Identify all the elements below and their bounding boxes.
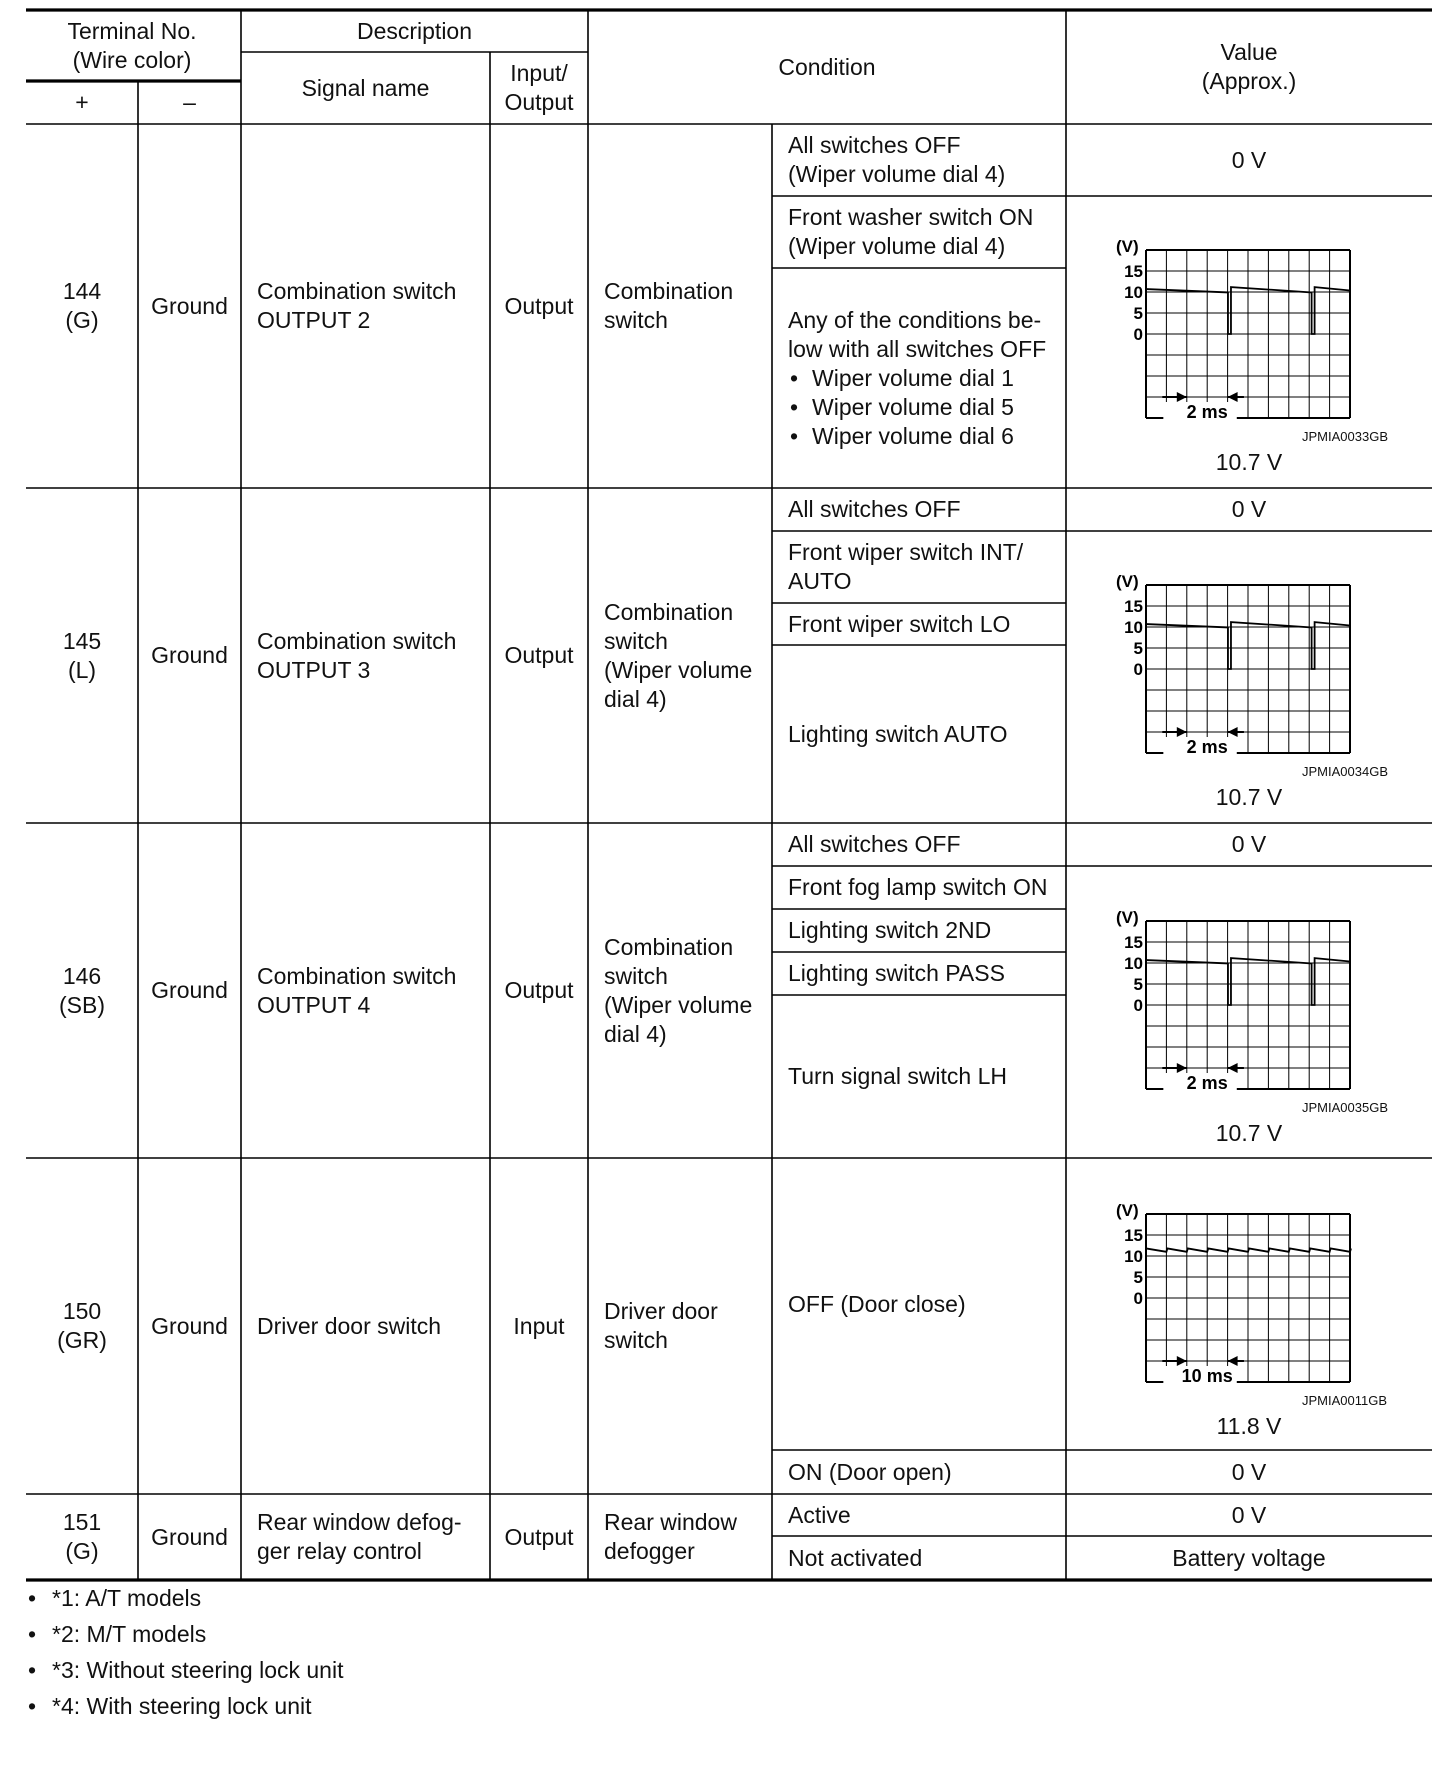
condition-line-2: AUTO xyxy=(788,568,852,594)
row-151-condition-2 xyxy=(772,1536,1066,1580)
condition-line-1: Front wiper switch INT/ xyxy=(788,539,1024,565)
row-150-value-2 xyxy=(1066,1450,1432,1494)
header-description-text: Description xyxy=(356,17,473,44)
row-151-signal xyxy=(241,1494,490,1580)
footnotes xyxy=(28,1580,343,1724)
condition-line-1: Front fog lamp switch ON xyxy=(788,874,1048,900)
row-144-value-1 xyxy=(1066,124,1432,196)
cond-main-line-4: dial 4) xyxy=(604,1020,667,1047)
condition-line-1: All switches OFF xyxy=(788,496,961,522)
row-145-io xyxy=(490,488,588,823)
row-145-condition-4 xyxy=(772,645,1066,823)
signal-trace xyxy=(1146,1248,1351,1251)
row-144-condition-3 xyxy=(772,268,1066,488)
value-text: 0 V xyxy=(1231,496,1267,522)
terminal-number: 150 xyxy=(62,1298,102,1324)
cond-main-line-1: Combination xyxy=(604,278,734,304)
condition-line-2: (Wiper volume dial 4) xyxy=(788,233,1006,259)
cond-main-line-2: defogger xyxy=(604,1538,695,1564)
condition-line-1: Front wiper switch LO xyxy=(788,610,1011,637)
figure-code: JPMIA0034GB xyxy=(1302,764,1388,779)
time-scale-label: 2 ms xyxy=(1186,402,1228,422)
ground-label: Ground xyxy=(151,977,228,1003)
time-scale-label: 2 ms xyxy=(1186,1073,1228,1093)
row-151-condition-main xyxy=(588,1494,772,1580)
row-145-value-1 xyxy=(1066,488,1432,531)
y-tick-label: 10 xyxy=(1124,618,1143,637)
y-tick-label: 15 xyxy=(1124,933,1143,952)
header-signal-name-text: Signal name xyxy=(301,74,430,101)
row-146-signal xyxy=(241,823,490,1158)
header-value-line-1: Value xyxy=(1220,39,1278,65)
condition-line-1: Not activated xyxy=(788,1544,923,1571)
condition-bullet: • Wiper volume dial 6 xyxy=(788,422,1014,451)
figure-code: JPMIA0035GB xyxy=(1302,1100,1388,1115)
row-145-condition-main xyxy=(588,488,772,823)
io-label: Output xyxy=(504,977,574,1003)
condition-lead-line-2: low with all switches OFF xyxy=(788,335,1047,362)
y-tick-label: 5 xyxy=(1133,975,1143,994)
cond-main-line-1: Combination xyxy=(604,933,734,960)
y-tick-label: 5 xyxy=(1133,1268,1143,1287)
y-tick-label: 15 xyxy=(1124,262,1143,281)
header-plus-text: + xyxy=(75,89,89,115)
row-150-condition-2 xyxy=(772,1450,1066,1494)
terminal-number: 145 xyxy=(62,627,102,654)
row-151-condition-1 xyxy=(772,1494,1066,1536)
waveform-146 xyxy=(1108,899,1368,1099)
row-146-condition-4 xyxy=(772,952,1066,995)
y-tick-label: 0 xyxy=(1133,1289,1143,1308)
y-tick-label: 10 xyxy=(1124,283,1143,302)
row-146-io xyxy=(490,823,588,1158)
value-text: Battery voltage xyxy=(1172,1544,1326,1571)
footnote: • *4: With steering lock unit xyxy=(28,1688,343,1724)
condition-bullet: • Wiper volume dial 5 xyxy=(788,393,1014,422)
cond-main-line-2: switch xyxy=(604,627,668,654)
row-151-value-2 xyxy=(1066,1536,1432,1580)
signal-line-1: Rear window defog- xyxy=(257,1509,462,1535)
cond-main-line-3: (Wiper volume xyxy=(604,991,753,1018)
header-value-line-2: (Approx.) xyxy=(1201,68,1297,94)
header-minus xyxy=(138,81,241,124)
header-io-line-1: Input/ xyxy=(510,60,568,86)
io-label: Output xyxy=(504,642,574,668)
row-146-condition-1 xyxy=(772,823,1066,866)
condition-line-1: Front washer switch ON xyxy=(788,204,1034,230)
row-146-condition-2 xyxy=(772,866,1066,909)
signal-line-2: OUTPUT 4 xyxy=(257,991,371,1018)
cond-main-line-3: (Wiper volume xyxy=(604,656,753,683)
header-terminal-line-2: (Wire color) xyxy=(72,46,192,73)
cond-main-line-1: Rear window xyxy=(604,1509,737,1535)
row-144-condition-main xyxy=(588,124,772,488)
value-text: 0 V xyxy=(1231,146,1267,173)
waveform-145 xyxy=(1108,563,1368,763)
row-151-io xyxy=(490,1494,588,1580)
condition-bullet: • Wiper volume dial 1 xyxy=(788,364,1014,393)
row-144-io xyxy=(490,124,588,488)
wire-color: (SB) xyxy=(59,991,105,1018)
waveform-144 xyxy=(1108,228,1368,428)
y-tick-label: 5 xyxy=(1133,304,1143,323)
condition-line-1: Lighting switch 2ND xyxy=(788,917,992,943)
row-144-terminal xyxy=(26,124,138,488)
value-text: 0 V xyxy=(1231,1501,1267,1528)
y-tick-label: 0 xyxy=(1133,660,1143,679)
condition-line-1: Lighting switch AUTO xyxy=(788,720,1008,747)
wire-color: (G) xyxy=(65,1538,99,1564)
time-scale-label: 2 ms xyxy=(1186,737,1228,757)
ground-label: Ground xyxy=(151,642,228,668)
condition-line-1: Lighting switch PASS xyxy=(788,960,1005,986)
ground-label: Ground xyxy=(151,1312,228,1339)
cond-main-line-1: Driver door xyxy=(604,1298,718,1324)
header-io xyxy=(490,52,588,124)
wire-color: (GR) xyxy=(57,1327,107,1353)
row-145-signal xyxy=(241,488,490,823)
header-condition-text: Condition xyxy=(778,53,876,80)
condition-line-1: Active xyxy=(788,1501,851,1528)
y-unit-label: (V) xyxy=(1116,572,1139,591)
row-145-terminal xyxy=(26,488,138,823)
y-unit-label: (V) xyxy=(1116,237,1139,256)
ground-label: Ground xyxy=(151,1523,228,1550)
header-minus-text: – xyxy=(183,89,196,115)
value-text: 10.7 V xyxy=(1215,449,1283,475)
figure-code: JPMIA0011GB xyxy=(1302,1393,1388,1408)
row-145-ground xyxy=(138,488,241,823)
waveform-150 xyxy=(1108,1192,1368,1392)
signal-line-1: Combination switch xyxy=(257,627,457,654)
row-150-ground xyxy=(138,1158,241,1494)
y-tick-label: 0 xyxy=(1133,996,1143,1015)
row-146-condition-main xyxy=(588,823,772,1158)
condition-line-1: OFF (Door close) xyxy=(788,1290,966,1317)
y-tick-label: 0 xyxy=(1133,325,1143,344)
header-description xyxy=(241,10,588,52)
row-144-signal xyxy=(241,124,490,488)
io-label: Output xyxy=(504,1523,574,1550)
terminal-number: 146 xyxy=(62,962,102,989)
row-146-ground xyxy=(138,823,241,1158)
condition-line-1: All switches OFF xyxy=(788,831,961,857)
condition-line-1: All switches OFF xyxy=(788,132,961,158)
condition-line-2: (Wiper volume dial 4) xyxy=(788,161,1006,187)
wire-color: (L) xyxy=(67,656,97,683)
footnote: • *3: Without steering lock unit xyxy=(28,1652,343,1688)
ground-label: Ground xyxy=(151,292,228,319)
condition-bullet-list xyxy=(788,364,1014,451)
cond-main-line-2: switch xyxy=(604,962,668,989)
figure-code: JPMIA0033GB xyxy=(1302,429,1388,444)
header-io-line-2: Output xyxy=(504,89,574,115)
wire-color: (G) xyxy=(65,307,99,333)
footnote: • *1: A/T models xyxy=(28,1580,343,1616)
row-150-signal xyxy=(241,1158,490,1494)
y-tick-label: 15 xyxy=(1124,597,1143,616)
signal-line-2: ger relay control xyxy=(257,1538,422,1564)
cond-main-line-2: switch xyxy=(604,307,668,333)
signal-line-1: Combination switch xyxy=(257,278,457,304)
row-144-condition-2 xyxy=(772,196,1066,268)
condition-lead-line-1: Any of the conditions be- xyxy=(788,306,1042,333)
y-tick-label: 5 xyxy=(1133,639,1143,658)
condition-line-1: Turn signal switch LH xyxy=(788,1063,1008,1089)
terminal-number: 144 xyxy=(62,278,102,304)
header-plus xyxy=(26,81,138,124)
signal-line-1: Combination switch xyxy=(257,962,457,989)
row-151-value-1 xyxy=(1066,1494,1432,1536)
condition-line-1: ON (Door open) xyxy=(788,1458,952,1485)
value-text: 0 V xyxy=(1231,1458,1267,1485)
header-signal-name xyxy=(241,52,490,124)
io-label: Input xyxy=(513,1312,565,1339)
row-146-terminal xyxy=(26,823,138,1158)
time-scale-label: 10 ms xyxy=(1181,1366,1233,1386)
row-146-value-1 xyxy=(1066,823,1432,866)
footnote: • *2: M/T models xyxy=(28,1616,343,1652)
header-terminal-line-1: Terminal No. xyxy=(67,17,197,44)
cond-main-line-4: dial 4) xyxy=(604,685,667,712)
y-unit-label: (V) xyxy=(1116,908,1139,927)
cond-main-line-2: switch xyxy=(604,1327,668,1353)
terminal-number: 151 xyxy=(62,1509,102,1535)
io-label: Output xyxy=(504,292,574,319)
row-144-ground xyxy=(138,124,241,488)
signal-line-2: OUTPUT 2 xyxy=(257,307,371,333)
value-text: 10.7 V xyxy=(1215,784,1283,810)
row-145-condition-1 xyxy=(772,488,1066,531)
y-unit-label: (V) xyxy=(1116,1201,1139,1220)
value-text: 0 V xyxy=(1231,831,1267,857)
signal-line-1: Driver door switch xyxy=(257,1312,442,1339)
row-151-terminal xyxy=(26,1494,138,1580)
header-condition xyxy=(588,10,1066,124)
y-tick-label: 10 xyxy=(1124,954,1143,973)
row-151-ground xyxy=(138,1494,241,1580)
row-146-condition-5 xyxy=(772,995,1066,1158)
row-144-condition-1 xyxy=(772,124,1066,196)
y-tick-label: 10 xyxy=(1124,1247,1143,1266)
y-tick-label: 15 xyxy=(1124,1226,1143,1245)
value-text: 10.7 V xyxy=(1215,1120,1283,1146)
row-146-condition-3 xyxy=(772,909,1066,952)
row-150-terminal xyxy=(26,1158,138,1494)
signal-line-2: OUTPUT 3 xyxy=(257,656,371,683)
value-text: 11.8 V xyxy=(1216,1413,1282,1439)
header-value xyxy=(1066,10,1432,124)
row-145-condition-2 xyxy=(772,531,1066,603)
cond-main-line-1: Combination xyxy=(604,598,734,625)
row-145-condition-3 xyxy=(772,603,1066,645)
row-150-condition-main xyxy=(588,1158,772,1494)
header-terminal xyxy=(26,10,238,81)
row-150-io xyxy=(490,1158,588,1494)
row-150-condition-1 xyxy=(772,1158,1066,1450)
